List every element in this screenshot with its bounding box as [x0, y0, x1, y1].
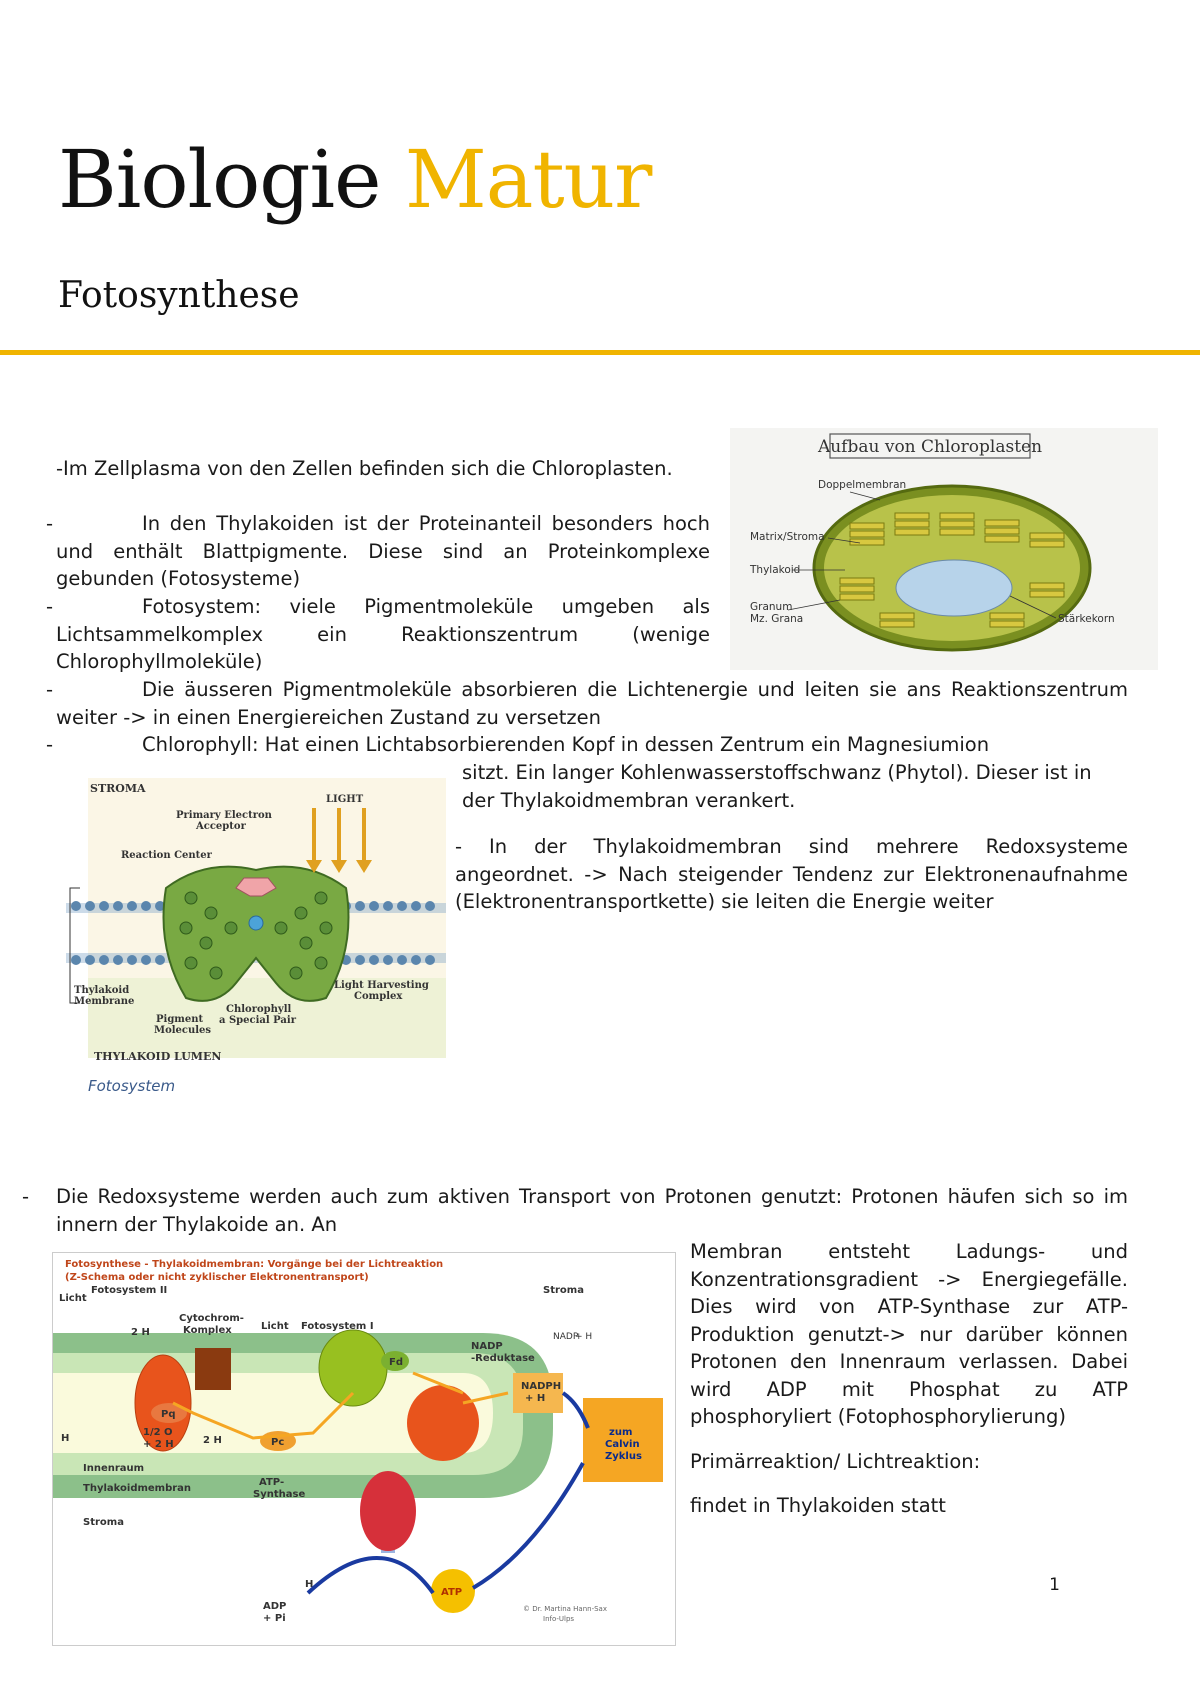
ps-label-pea2: Acceptor [196, 821, 246, 832]
zs-o2b: + 2 H [143, 1439, 174, 1450]
paragraph-2: - In den Thylakoiden ist der Proteinanteil besonders hoch und enthält Blattpigmente. Diese sind an Proteinkomplexe gebunden (Fotosysteme) [46, 512, 710, 590]
zs-atps2: Synthase [253, 1489, 306, 1500]
zs-calvin3: Zyklus [605, 1451, 642, 1462]
zs-cyt: Cytochrom- [179, 1313, 244, 1324]
zs-h2b: 2 H [203, 1435, 222, 1446]
photosystem-figure [56, 778, 446, 1068]
chloroplast-figure [730, 428, 1158, 670]
zs-hplus: H [305, 1579, 314, 1590]
ps-label-lumen: THYLAKOID LUMEN [94, 1050, 222, 1063]
zs-cyt2: Komplex [183, 1325, 232, 1336]
paragraph-5b: sitzt. Ein langer Kohlenwasserstoffschwanz (Phytol). Dieser ist in der Thylakoidmembran verankert. [462, 761, 1092, 812]
zs-adp2: + Pi [263, 1613, 286, 1624]
zs-nadp-r: NADP [471, 1341, 503, 1352]
paragraph-9: findet in Thylakoiden statt [690, 1494, 946, 1517]
zs-atp: ATP [441, 1587, 463, 1598]
page-title [58, 133, 652, 226]
zs-adp: ADP [263, 1601, 287, 1612]
zs-nadp-r2: -Reduktase [471, 1353, 535, 1364]
zs-h2o: H [61, 1433, 70, 1444]
zs-licht2: Licht [261, 1321, 289, 1332]
zs-nadp-h: + H [575, 1332, 593, 1342]
zs-fd: Fd [389, 1357, 403, 1368]
paragraph-4-text: Die äusseren Pigmentmoleküle absorbieren die Lichtenergie und leiten sie ans Reaktionszentrum weiter -> in einen Energiereichen Zustand zu versetzen [56, 678, 1128, 729]
zs-calvin1: zum [609, 1427, 633, 1438]
label-staerke: Stärkekorn [1058, 613, 1115, 625]
label-doppelmembran: Doppelmembran [818, 479, 907, 491]
paragraph-7a: - Die Redoxsysteme werden auch zum aktiven Transport von Protonen genutzt: Protonen häufen sich so im innern der Thylakoide an. An [22, 1185, 1128, 1236]
title-main: Biologie [58, 133, 381, 226]
page-number: 1 [1049, 1575, 1060, 1595]
paragraph-8: Primärreaktion/ Lichtreaktion: [690, 1450, 981, 1473]
zs-stroma-bot: Stroma [83, 1517, 124, 1528]
zs-pq: Pq [161, 1409, 176, 1420]
zs-fs1: Fotosystem I [301, 1321, 374, 1332]
zscheme-figure [52, 1252, 676, 1646]
ps-label-tm: Thylakoid [74, 985, 130, 996]
zs-stroma-top: Stroma [543, 1285, 584, 1296]
zs-innen: Innenraum [83, 1463, 145, 1474]
zs-atps: ATP- [259, 1477, 285, 1488]
paragraph-2-text: In den Thylakoiden ist der Proteinanteil besonders hoch und enthält Blattpigmente. Diese sind an Proteinkomplexe gebunden (Fotosysteme) [56, 512, 710, 590]
paragraph-1: -Im Zellplasma von den Zellen befinden sich die Chloroplasten. [56, 457, 673, 480]
paragraph-3: - Fotosystem: viele Pigmentmoleküle umgeben als Lichtsammelkomplex ein Reaktionszentrum (wenige Chlorophyllmoleküle) [46, 595, 710, 673]
ps-label-pea: Primary Electron [176, 810, 272, 821]
zs-licht1: Licht [59, 1293, 87, 1304]
ps-label-rc: Reaction Center [121, 850, 212, 861]
label-matrix: Matrix/Stroma [750, 531, 825, 543]
ps-label-lh2: Complex [354, 991, 403, 1002]
header-divider [0, 350, 1200, 355]
zs-calvin2: Calvin [605, 1439, 640, 1450]
chloroplast-title: Aufbau von Chloroplasten [817, 437, 1043, 457]
zs-nadp: NADP [553, 1332, 579, 1342]
ps-label-pm: Pigment [156, 1014, 204, 1025]
zs-copyright2: Info-Ulps [543, 1615, 575, 1623]
zs-nadph2: + H [525, 1393, 546, 1404]
label-granum: Granum [750, 601, 793, 613]
zs-nadph: NADPH [521, 1381, 562, 1392]
ps-label-stroma: STROMA [90, 782, 146, 795]
ps-label-chl2: a Special Pair [219, 1015, 296, 1026]
zs-title1: Fotosynthese - Thylakoidmembran: Vorgänge bei der Lichtreaktion [65, 1259, 444, 1270]
ps-label-lh: Light Harvesting [334, 980, 429, 991]
paragraph-3-text: Fotosystem: viele Pigmentmoleküle umgeben als Lichtsammelkomplex ein Reaktionszentrum (wenige Chlorophyllmoleküle) [56, 595, 710, 673]
paragraph-7b: Membran entsteht Ladungs- und Konzentrationsgradient -> Energiegefälle. Dies wird von ATP-Synthase zur ATP-Produktion genutzt-> nur darüber können Protonen den Innenraum verlassen. Dabei wird ADP mit Phosphat zu ATP phosphoryliert (Fotophosphorylierung) [690, 1240, 1128, 1428]
zs-title2: (Z-Schema oder nicht zyklischer Elektronentransport) [65, 1272, 369, 1283]
ps-label-pm2: Molecules [154, 1025, 212, 1036]
label-granum2: Mz. Grana [750, 613, 804, 625]
paragraph-7a-text: Die Redoxsysteme werden auch zum aktiven Transport von Protonen genutzt: Protonen häufen sich so im innern der Thylakoide an. An [56, 1185, 1128, 1236]
ps-label-chl: Chlorophyll [226, 1004, 292, 1015]
zs-fs2: Fotosystem II [91, 1285, 168, 1296]
paragraph-5a: - Chlorophyll: Hat einen Lichtabsorbierenden Kopf in dessen Zentrum ein Magnesiumion [46, 733, 990, 756]
paragraph-6: - In der Thylakoidmembran sind mehrere Redoxsysteme angeordnet. -> Nach steigender Tendenz zur Elektronenaufnahme (Elektronentransportkette) sie leiten die Energie weiter [455, 835, 1128, 913]
zs-o2: 1/2 O [143, 1427, 173, 1438]
zs-h2plus: 2 H [131, 1327, 150, 1338]
ps-label-light: LIGHT [326, 794, 364, 805]
label-thylakoid: Thylakoid [750, 564, 801, 576]
paragraph-5a-text: Chlorophyll: Hat einen Lichtabsorbierenden Kopf in dessen Zentrum ein Magnesiumion [142, 733, 990, 756]
zs-copyright: © Dr. Martina Hann-Sax [523, 1605, 607, 1613]
photosystem-caption: Fotosystem [88, 1077, 176, 1095]
paragraph-4: - Die äusseren Pigmentmoleküle absorbieren die Lichtenergie und leiten sie ans Reaktionszentrum weiter -> in einen Energiereichen Zustand zu versetzen [46, 678, 1128, 729]
zs-pc: Pc [271, 1437, 285, 1448]
ps-label-tm2: Membrane [74, 996, 135, 1007]
zs-thylm: Thylakoidmembran [83, 1483, 192, 1494]
title-accent: Matur [404, 133, 652, 226]
page-subtitle: Fotosynthese [58, 275, 300, 316]
